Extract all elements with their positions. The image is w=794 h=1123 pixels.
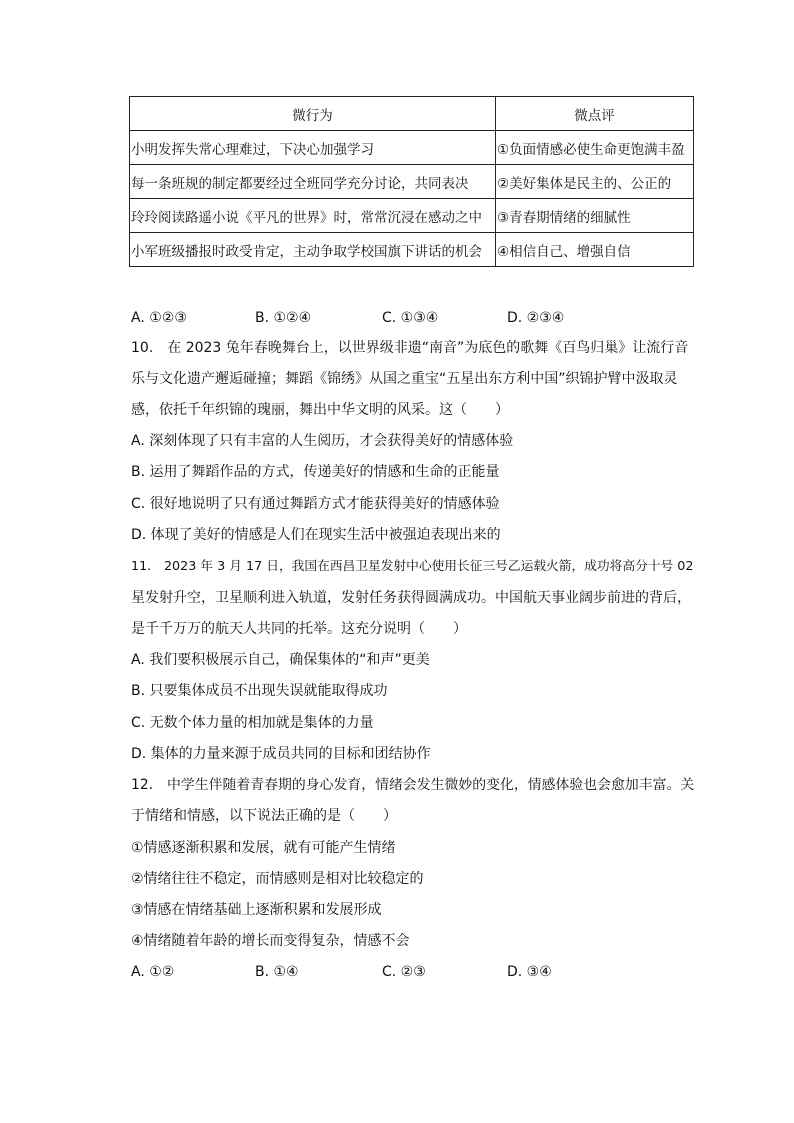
q11-stem-line: 星发射升空，卫星顺利进入轨道，发射任务获得圆满成功。中国航天事业阔步前进的背后，	[131, 590, 691, 606]
micro-behavior-table	[129, 96, 694, 267]
q10-option-d[interactable]: D. 体现了美好的情感是人们在现实生活中被强迫表现出来的	[131, 527, 501, 543]
q10-stem-line: 感，依托千年织锦的瑰丽，舞出中华文明的风采。这（ ）	[131, 402, 509, 418]
table-cell: ③青春期情绪的细腻性	[496, 199, 694, 233]
q12-option-c[interactable]: C. ②③	[382, 964, 426, 980]
table-row	[130, 131, 694, 165]
q12-stem-line: 于情绪和情感，以下说法正确的是（ ）	[131, 808, 397, 824]
q10-option-c[interactable]: C. 很好地说明了只有通过舞蹈方式才能获得美好的情感体验	[131, 496, 500, 512]
q12-stem-line: 12. 中学生伴随着青春期的身心发育，情绪会发生微妙的变化，情感体验也会愈加丰富。关	[131, 777, 695, 793]
q9-option-a[interactable]: A. ①②③	[131, 310, 187, 326]
q12-option-b[interactable]: B. ①④	[255, 964, 299, 980]
table-row	[130, 233, 694, 267]
q12-option-d[interactable]: D. ③④	[507, 964, 552, 980]
q11-option-b[interactable]: B. 只要集体成员不出现失误就能取得成功	[131, 683, 388, 699]
table-cell: ①负面情感必使生命更饱满丰盈	[496, 131, 694, 165]
q10-stem-line: 10. 在 2023 兔年春晚舞台上，以世界级非遗“南音”为底色的歌舞《百鸟归巢》让流行音	[131, 340, 689, 356]
table-header: 微行为	[130, 97, 496, 131]
table-cell: 玲玲阅读路遥小说《平凡的世界》时，常常沉浸在感动之中	[130, 199, 496, 233]
table-cell: ②美好集体是民主的、公正的	[496, 165, 694, 199]
q10-option-b[interactable]: B. 运用了舞蹈作品的方式，传递美好的情感和生命的正能量	[131, 464, 500, 480]
q11-option-c[interactable]: C. 无数个体力量的相加就是集体的力量	[131, 715, 374, 731]
q9-option-d[interactable]: D. ②③④	[507, 310, 565, 326]
table-cell: 小明发挥失常心理难过，下决心加强学习	[130, 131, 496, 165]
q11-stem-line: 11. 2023 年 3 月 17 日，我国在西昌卫星发射中心使用长征三号乙运载火箭，成功将高分十号 02	[131, 559, 694, 574]
q10-option-a[interactable]: A. 深刻体现了只有丰富的人生阅历，才会获得美好的情感体验	[131, 433, 514, 449]
q12-statement: ②情绪往往不稳定，而情感则是相对比较稳定的	[131, 871, 424, 887]
q10-stem-line: 乐与文化遗产邂逅碰撞；舞蹈《锦绣》从国之重宝“五星出东方利中国”织锦护臂中汲取灵	[131, 371, 678, 387]
table-header-row	[130, 97, 694, 131]
q11-option-a[interactable]: A. 我们要积极展示自己，确保集体的“和声”更美	[131, 652, 430, 668]
table-row	[130, 199, 694, 233]
table-cell: ④相信自己、增强自信	[496, 233, 694, 267]
q9-option-b[interactable]: B. ①②④	[255, 310, 312, 326]
q12-statement: ④情绪随着年龄的增长而变得复杂，情感不会	[131, 933, 410, 949]
q9-option-c[interactable]: C. ①③④	[382, 310, 439, 326]
table-cell: 小军班级播报时政受肯定，主动争取学校国旗下讲话的机会	[130, 233, 496, 267]
q11-stem-line: 是千千万万的航天人共同的托举。这充分说明（ ）	[131, 621, 467, 637]
table-row	[130, 165, 694, 199]
q12-option-a[interactable]: A. ①②	[131, 964, 175, 980]
table-cell: 每一条班规的制定都要经过全班同学充分讨论，共同表决	[130, 165, 496, 199]
q11-option-d[interactable]: D. 集体的力量来源于成员共同的目标和团结协作	[131, 746, 431, 762]
table-header: 微点评	[496, 97, 694, 131]
q12-statement: ①情感逐渐积累和发展，就有可能产生情绪	[131, 840, 396, 856]
q12-statement: ③情感在情绪基础上逐渐积累和发展形成	[131, 902, 382, 918]
